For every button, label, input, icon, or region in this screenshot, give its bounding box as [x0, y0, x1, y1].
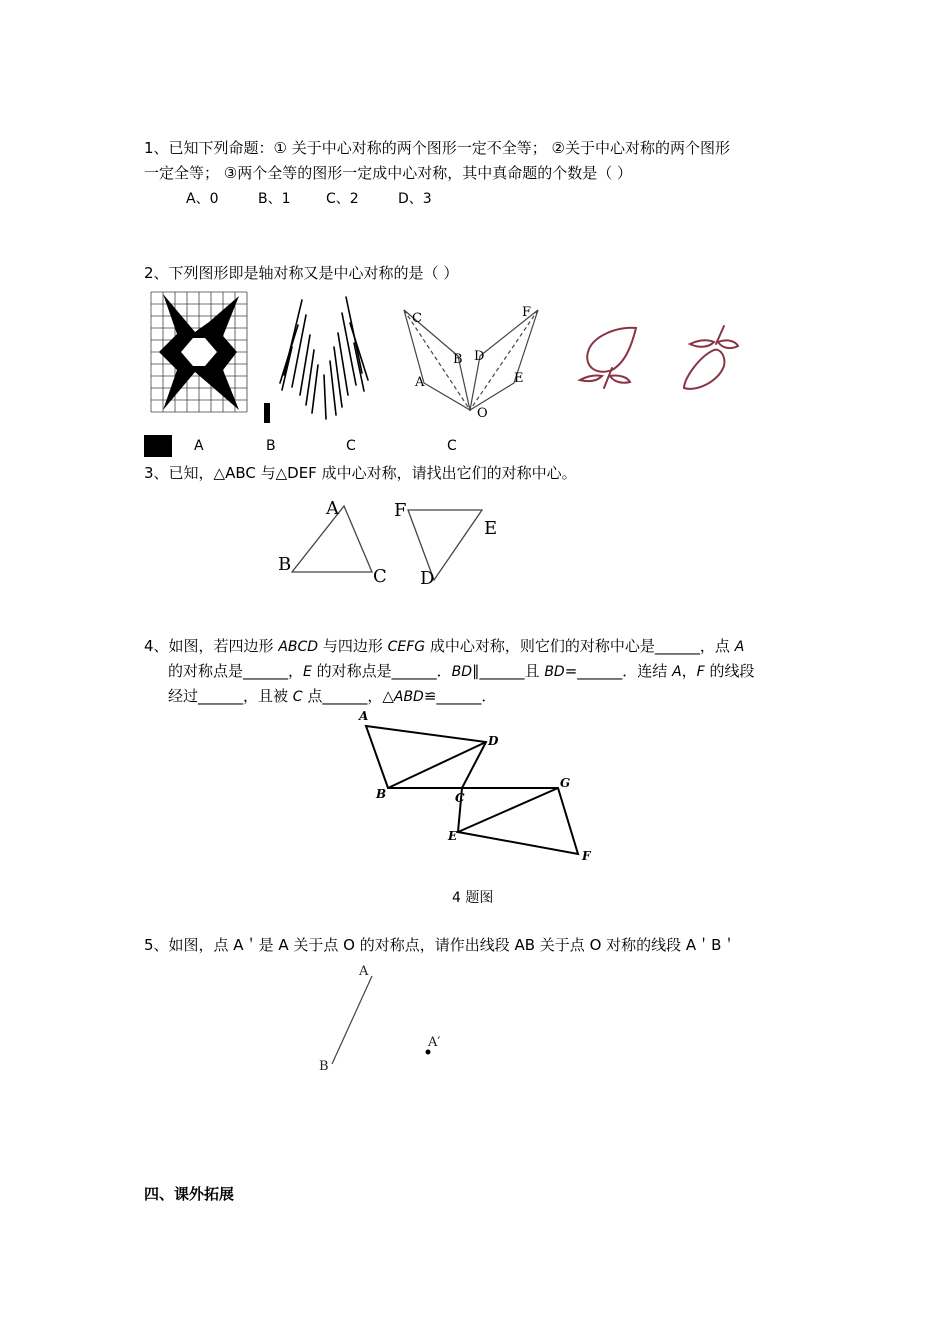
q1-option-a: A、0 [186, 191, 219, 207]
q4-line-3: 经过______，且被 C 点______，△ABD≌______． [168, 687, 497, 705]
fig-c-label-c: C [412, 311, 422, 326]
q2-figure-a-grid-shape [151, 292, 249, 416]
q2-figure-c-kite-shape [398, 298, 548, 422]
fig-c-label-a: A [415, 375, 425, 390]
q1-line-2: 一定全等； ③两个全等的图形一定成中心对称，其中真命题的个数是（ ） [144, 164, 632, 182]
q1-option-c: C、2 [326, 191, 359, 207]
q2-figure-leaf-2 [678, 322, 744, 398]
q4-label-b: B [376, 787, 387, 801]
section-4-title: 四、课外拓展 [144, 1185, 235, 1203]
q3-label-c: C [373, 566, 387, 587]
q4-quadrilaterals-figure [354, 708, 594, 868]
q3-label-e: E [484, 518, 498, 539]
q4-label-g: G [560, 776, 571, 790]
q4-line-2: 的对称点是______，E 的对称点是______．BD∥______且 BD=______．连结 A，F 的线段 [168, 662, 755, 680]
q2-label-a: A [194, 438, 204, 454]
q5-label-a: A [359, 964, 369, 979]
q2-label-b: B [266, 438, 276, 454]
fig-c-label-b: B [453, 352, 463, 367]
q1-option-b: B、1 [258, 191, 291, 207]
q4-label-a: A [359, 709, 369, 723]
q5-segment-figure [316, 960, 456, 1076]
q4-label-c: C [455, 791, 465, 805]
q2-figure-b-hatch-shape [262, 295, 382, 425]
fig-c-label-d: D [474, 349, 485, 364]
q1-option-d: D、3 [398, 191, 432, 207]
q2-figure-leaf-1 [578, 322, 644, 398]
q2-label-c-2: C [447, 438, 457, 454]
q4-line-1: 4、如图，若四边形 ABCD 与四边形 CEFG 成中心对称，则它们的对称中心是______，点 A [144, 637, 745, 655]
q3-label-d: D [420, 568, 435, 589]
q4-label-f: F [582, 849, 591, 863]
q4-label-e: E [448, 829, 458, 843]
q5-stem: 5、如图，点 A＇是 A 关于点 O 的对称点，请作出线段 AB 关于点 O 对称的线段 A＇B＇ [144, 936, 737, 954]
black-block-mark [144, 435, 172, 457]
q5-label-a-prime: A′ [428, 1035, 441, 1050]
q5-label-b: B [319, 1059, 329, 1074]
q3-label-a: A [326, 498, 339, 519]
fig-c-label-f: F [522, 305, 532, 320]
fig-c-label-o: O [477, 406, 488, 421]
q1-line-1: 1、已知下列命题：① 关于中心对称的两个图形一定不全等； ②关于中心对称的两个图形 [144, 139, 730, 157]
q3-triangles-figure [276, 494, 506, 590]
q2-label-c: C [346, 438, 356, 454]
q3-stem: 3、已知，△ABC 与△DEF 成中心对称，请找出它们的对称中心。 [144, 464, 577, 482]
q2-stem: 2、下列图形即是轴对称又是中心对称的是（ ） [144, 264, 459, 282]
q4-figure-caption: 4 题图 [452, 890, 494, 906]
q3-label-f: F [394, 500, 407, 521]
fig-c-label-e: E [514, 371, 524, 386]
q3-label-b: B [278, 554, 292, 575]
q4-label-d: D [488, 734, 499, 748]
